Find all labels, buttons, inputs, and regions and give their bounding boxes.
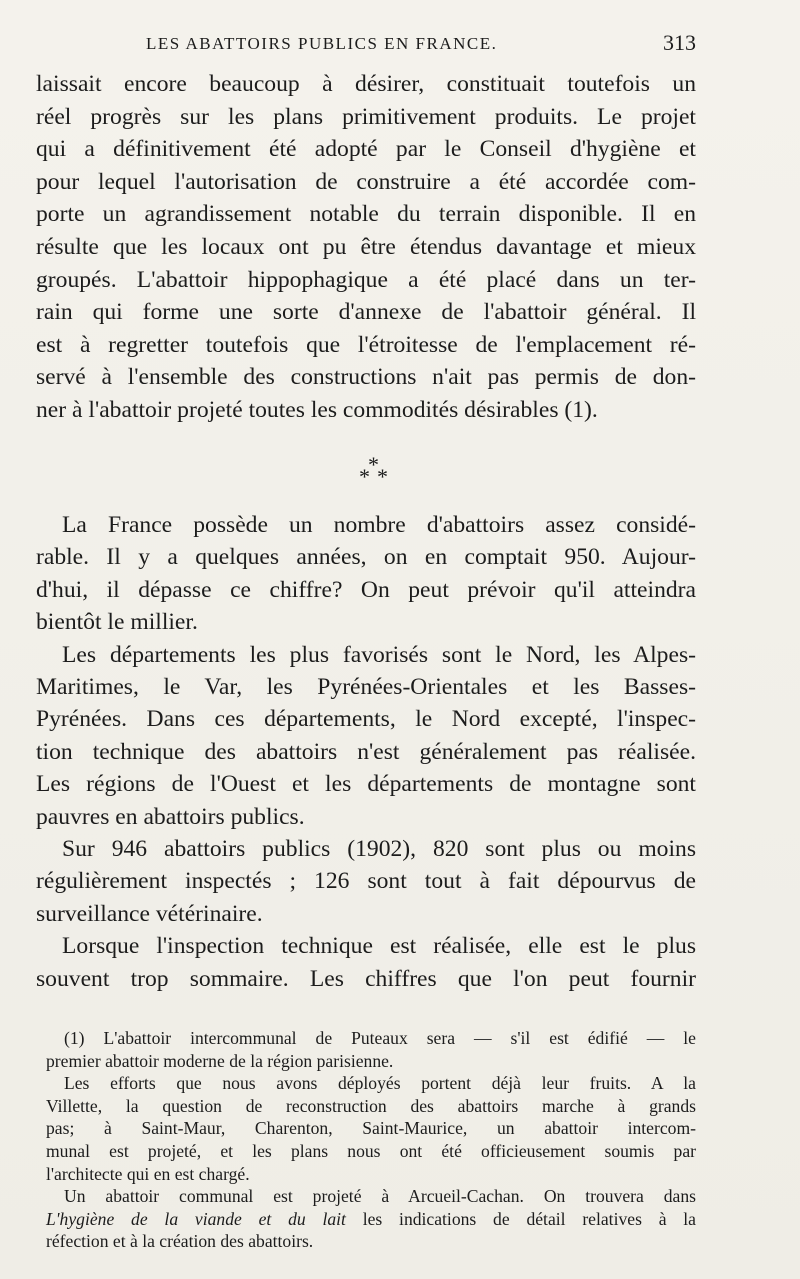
text-line: tion technique des abattoirs n'est généralement pas réalisée. (36, 738, 696, 765)
text-line: ner à l'abattoir projeté toutes les commodités désirables (1). (36, 396, 598, 423)
running-title: LES ABATTOIRS PUBLICS EN FRANCE. (146, 34, 498, 53)
footnote-line: Les efforts que nous avons déployés portent déjà leur fruits. A la (64, 1073, 696, 1094)
footnote-line: l'architecte qui en est chargé. (46, 1163, 250, 1184)
asterisk-glyph: * (377, 464, 388, 489)
text-line: pauvres en abattoirs publics. (36, 803, 305, 830)
text-line: pour lequel l'autorisation de construire a été accordée com- (36, 168, 696, 195)
text-line: Maritimes, le Var, les Pyrénées-Orientales et les Basses- (36, 674, 696, 701)
footnote-line: pas; à Saint-Maur, Charenton, Saint-Maurice, un abattoir intercom- (46, 1118, 696, 1139)
text-line: servé à l'ensemble des constructions n'ait pas permis de don- (36, 364, 696, 391)
footnote-line: premier abattoir moderne de la région parisienne. (46, 1050, 394, 1071)
text-line: rain qui forme une sorte d'annexe de l'abattoir général. Il (36, 299, 696, 326)
footnote-line: munal est projeté, et les plans nous ont été officieusement soumis par (46, 1140, 696, 1161)
footnotes (46, 1027, 696, 1253)
text-line: groupés. L'abattoir hippophagique a été placé dans un ter- (36, 266, 696, 293)
text-line: Les départements les plus favorisés sont le Nord, les Alpes- (62, 641, 696, 668)
footnote-line: (1) L'abattoir intercommunal de Puteaux sera — s'il est édifié — le (64, 1028, 696, 1048)
text-line: Les régions de l'Ouest et les départements de montagne sont (36, 771, 696, 798)
text-line: La France possède un nombre d'abattoirs assez considé- (62, 512, 696, 538)
text-line: régulièrement inspectés ; 126 sont tout à fait dépourvus de (36, 868, 696, 895)
asterism-divider (355, 452, 395, 492)
page-number: 313 (663, 30, 696, 55)
text-line: bientôt le millier. (36, 609, 198, 636)
text-line: souvent trop sommaire. Les chiffres que l'on peut fournir (36, 965, 696, 992)
text-line: Pyrénées. Dans ces départements, le Nord excepté, l'inspec- (36, 706, 696, 733)
footnote-line (46, 1208, 696, 1231)
footnote-line-rest: les indications de détail relatives à la (345, 1208, 696, 1229)
paragraph-block-1 (36, 68, 696, 427)
text-line: porte un agrandissement notable du terrain disponible. Il en (36, 201, 696, 228)
asterisk-glyph: * (359, 464, 370, 489)
footnote-line: Un abattoir communal est projeté à Arcueil-Cachan. On trouvera dans (64, 1186, 696, 1207)
footnote-line: Villette, la question de reconstruction des abattoirs marche à grands (46, 1095, 696, 1116)
text-line: d'hui, il dépasse ce chiffre? On peut prévoir qu'il atteindra (36, 576, 696, 603)
text-line: réel progrès sur les plans primitivement produits. Le projet (36, 103, 696, 130)
text-line: surveillance vétérinaire. (36, 900, 263, 927)
text-line: Sur 946 abattoirs publics (1902), 820 sont plus ou moins (62, 836, 696, 863)
asterisk-glyph: * (368, 452, 379, 477)
running-head (36, 30, 696, 62)
text-line: qui a définitivement été adopté par le Conseil d'hygiène et (36, 136, 696, 163)
paragraph-block-2 (36, 509, 696, 995)
text-line: résulte que les locaux ont pu être étendus davantage et mieux (36, 233, 696, 260)
text-line: rable. Il y a quelques années, on en comptait 950. Aujour- (36, 544, 696, 571)
footnote-line: réfection et à la création des abattoirs. (46, 1231, 314, 1252)
book-title: L'hygiène de la viande et du lait (46, 1208, 346, 1229)
text-line: est à regretter toutefois que l'étroitesse de l'emplacement ré- (36, 331, 696, 358)
text-line: laissait encore beaucoup à désirer, constituait toutefois un (36, 71, 696, 97)
text-line: Lorsque l'inspection technique est réalisée, elle est le plus (62, 933, 696, 960)
